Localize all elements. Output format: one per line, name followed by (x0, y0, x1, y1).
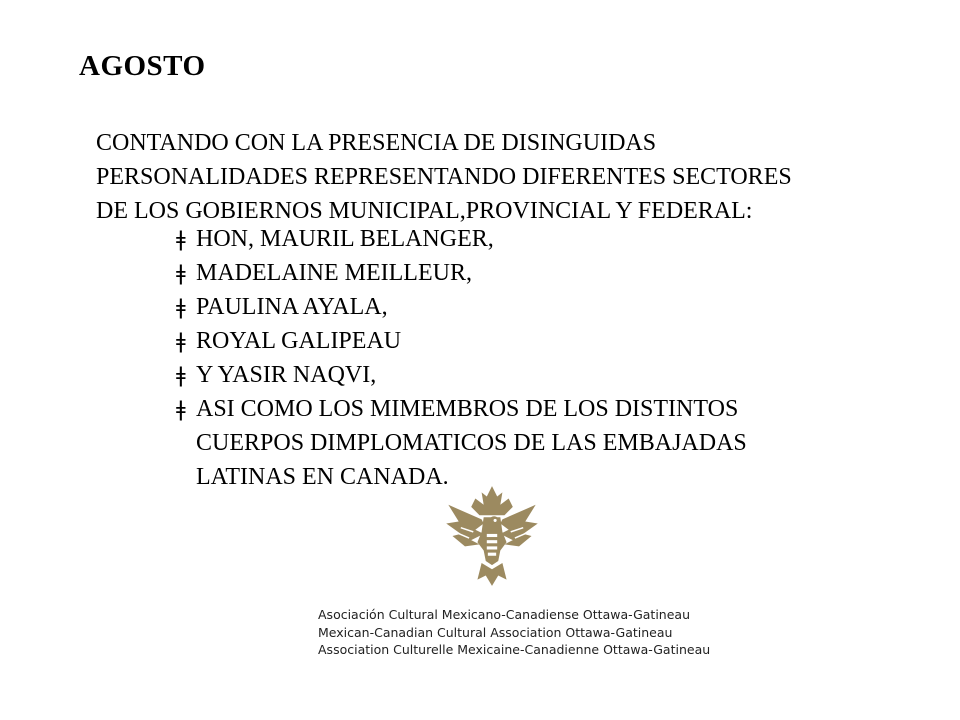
bullet-glyph: ǂ (176, 261, 186, 285)
list-item (176, 290, 876, 324)
list-item (176, 256, 876, 290)
list-item-text: Y YASIR NAQVI, (196, 362, 377, 388)
list-item-text: PAULINA AYALA, (196, 294, 388, 320)
maple-leaf-shape (471, 486, 513, 515)
list-item (176, 358, 876, 392)
association-name-fr: Association Culturelle Mexicaine-Canadienne Ottawa-Gatineau (318, 642, 711, 657)
association-name-en: Mexican-Canadian Cultural Association Ottawa-Gatineau (318, 624, 673, 640)
list-item-text: MADELAINE MEILLEUR, (196, 260, 472, 286)
intro-line: CONTANDO CON LA PRESENCIA DE DISINGUIDAS (96, 130, 657, 156)
eagle-tail (477, 563, 506, 586)
intro-paragraph (96, 126, 916, 228)
list-item (176, 392, 876, 426)
bullet-glyph: ǂ (176, 227, 186, 251)
attendee-list (176, 222, 876, 494)
bullet-glyph: ǂ (176, 363, 186, 387)
bullet-glyph: ǂ (176, 397, 186, 421)
list-item (176, 222, 876, 256)
maple-leaf-eagle-emblem-icon (440, 484, 544, 588)
list-item-continuation: CUERPOS DIMPLOMATICOS DE LAS EMBAJADAS (196, 430, 747, 456)
list-item-text: HON, MAURIL BELANGER, (196, 226, 494, 252)
list-item (176, 324, 876, 358)
intro-line: DE LOS GOBIERNOS MUNICIPAL,PROVINCIAL Y FEDERAL: (96, 198, 753, 224)
association-names (318, 606, 738, 659)
list-item-text: ROYAL GALIPEAU (196, 328, 402, 354)
bullet-glyph: ǂ (176, 329, 186, 353)
intro-line: PERSONALIDADES REPRESENTANDO DIFERENTES SECTORES (96, 164, 792, 190)
association-name-es: Asociación Cultural Mexicano-Canadiense Ottawa-Gatineau (318, 607, 691, 622)
list-item-text: ASI COMO LOS MIMEMBROS DE LOS DISTINTOS (196, 396, 739, 422)
list-item-continuation: LATINAS EN CANADA. (196, 464, 449, 490)
page-title: AGOSTO (79, 50, 206, 82)
bullet-glyph: ǂ (176, 295, 186, 319)
